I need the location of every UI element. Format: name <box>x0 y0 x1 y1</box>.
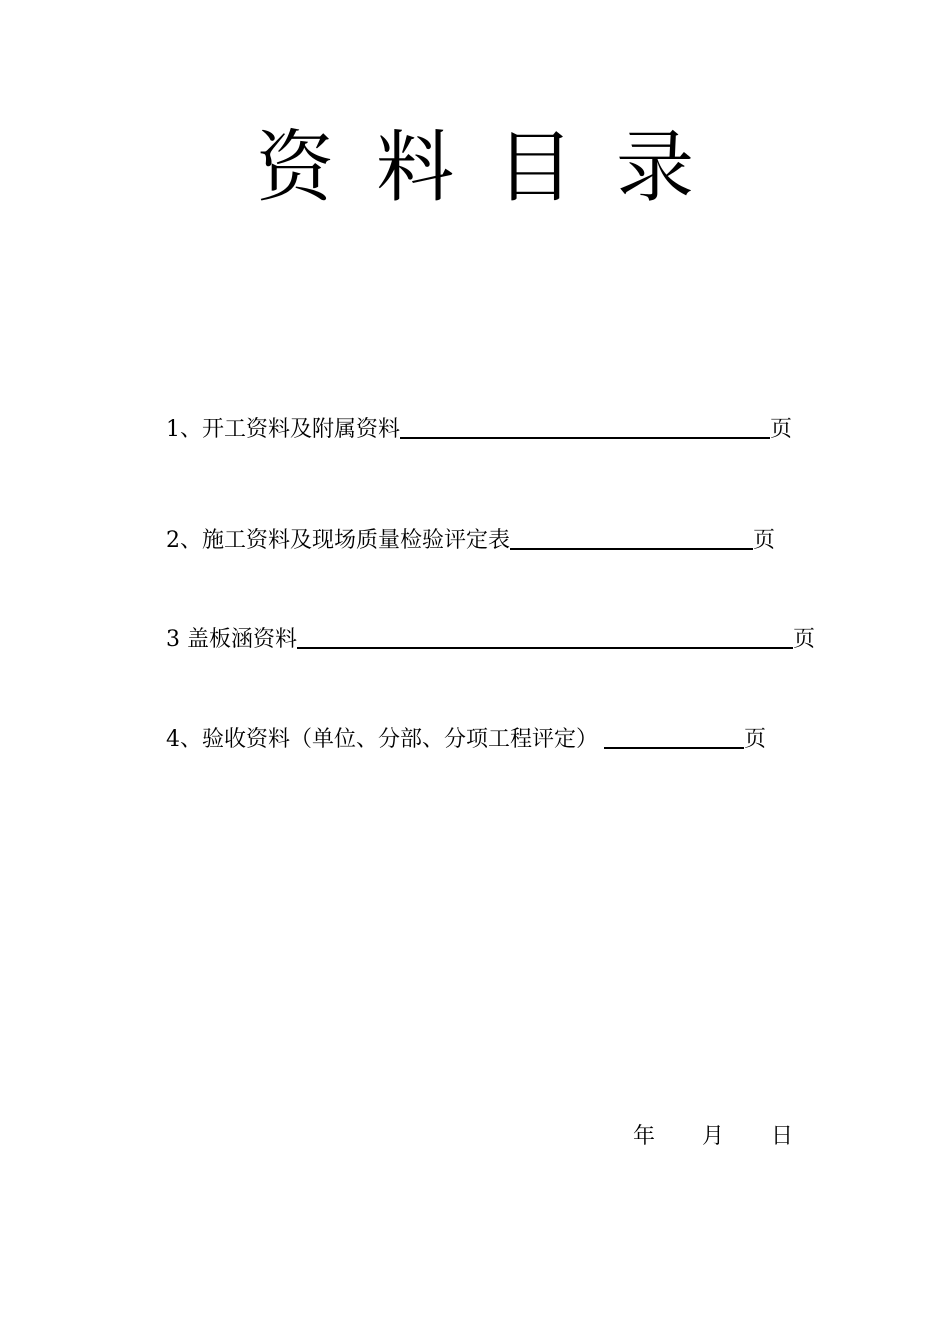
toc-item-page-suffix: 页 <box>753 528 776 553</box>
toc-item-page-suffix: 页 <box>793 627 816 652</box>
toc-item-page-suffix: 页 <box>770 417 793 442</box>
title-char: 录 <box>615 123 694 213</box>
fill-in-line <box>400 437 770 439</box>
toc-item-label: 4、验收资料（单位、分部、分项工程评定） <box>166 727 598 752</box>
toc-item-page-suffix: 页 <box>744 727 767 752</box>
toc-item-label: 3 盖板涵资料 <box>166 627 297 652</box>
toc-item-2 <box>166 526 775 556</box>
date-year: 年 <box>633 1124 656 1149</box>
title-char: 目 <box>495 123 574 213</box>
fill-in-line <box>510 548 753 550</box>
fill-in-line <box>297 647 793 649</box>
toc-item-3 <box>166 625 815 655</box>
toc-item-label: 2、施工资料及现场质量检验评定表 <box>166 528 510 553</box>
title-char: 资 <box>255 123 334 213</box>
date-day: 日 <box>770 1124 793 1149</box>
toc-item-label: 1、开工资料及附属资料 <box>166 417 400 442</box>
toc-item-4 <box>166 725 766 755</box>
fill-in-line <box>604 747 744 749</box>
date-month: 月 <box>701 1124 724 1149</box>
toc-item-1 <box>166 415 792 445</box>
title-char: 料 <box>375 123 454 213</box>
page-title <box>255 118 695 218</box>
date-line <box>633 1122 793 1152</box>
